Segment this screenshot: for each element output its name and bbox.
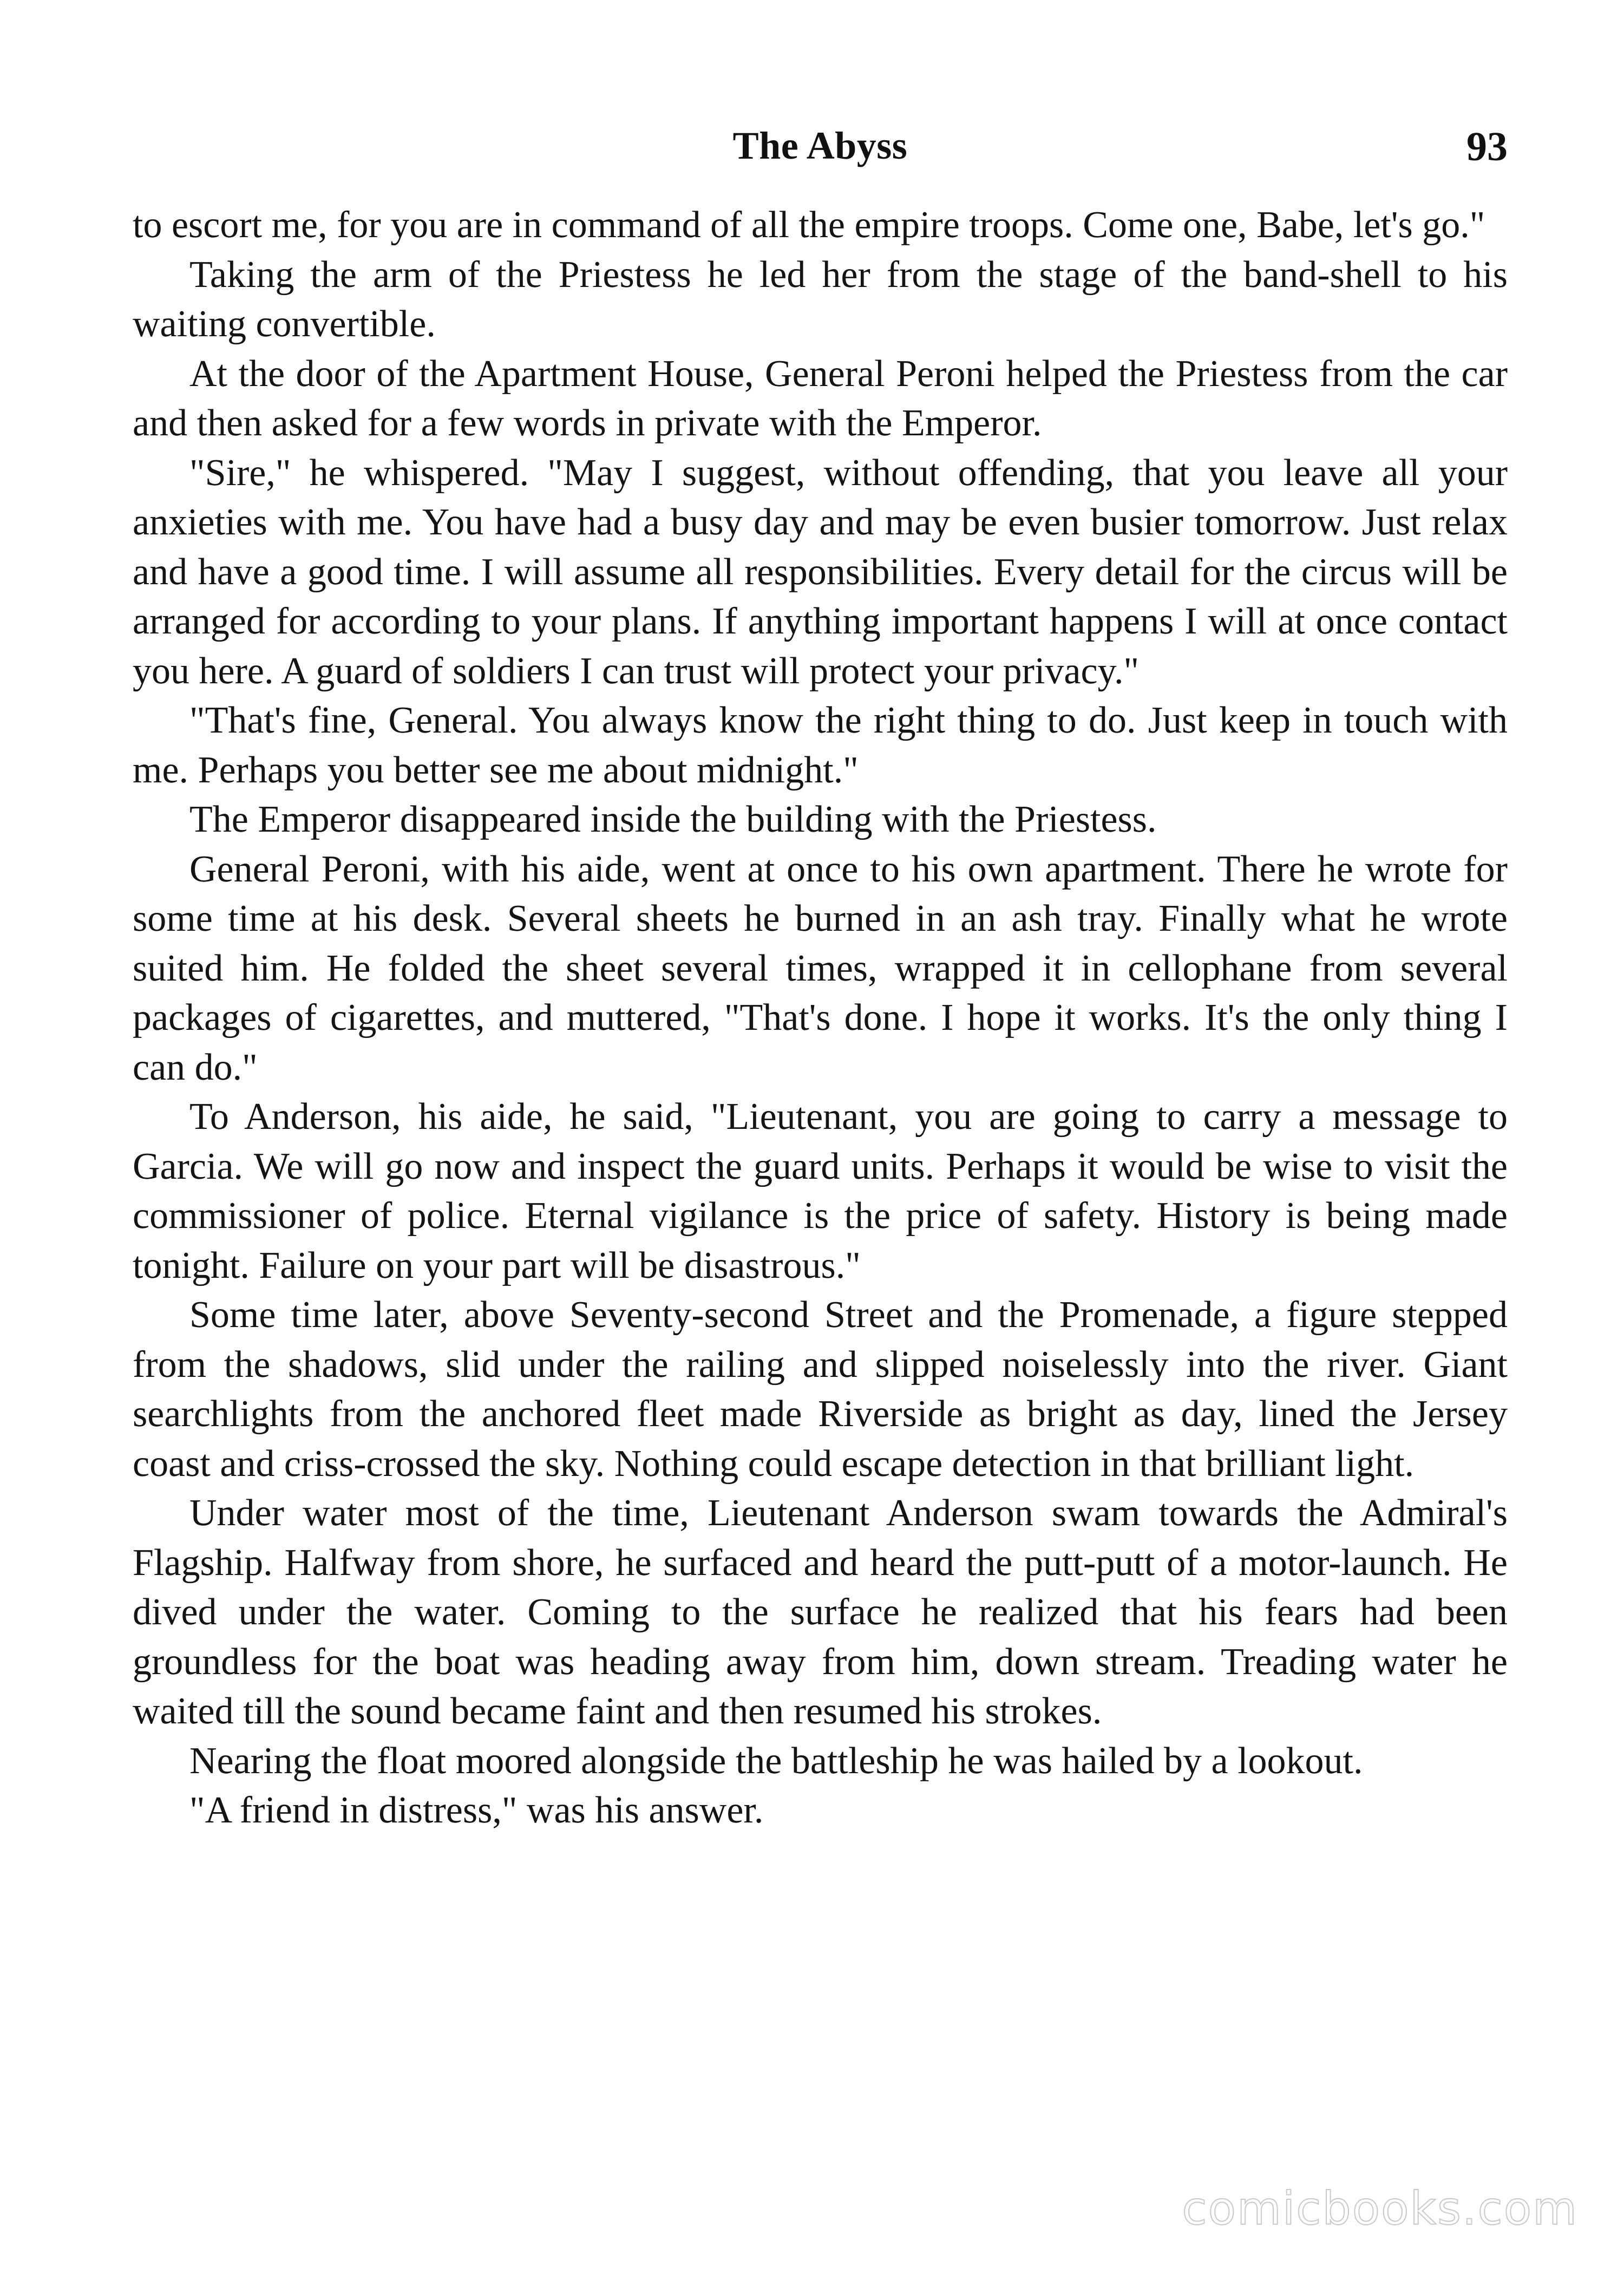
paragraph-9: Some time later, above Seventy-second Street and the Promenade, a figure stepped from the shadows, slid under the railing and slipped noiselessly into the river. Giant searchlights from the anchored fleet made Riverside as bright as day, lined the Jersey coast and criss-crossed the sky. Nothing could escape detection in that brilliant light. xyxy=(133,1294,1508,1485)
paragraph-7: General Peroni, with his aide, went at once to his own apartment. There he wrote for some time at his desk. Several sheets he burned in an ash tray. Finally what he wrote suited him. He folded the sheet several times, wrapped it in cellophane from several packages of cigarettes, and muttered, "That's done. I hope it works. It's the only thing I can do." xyxy=(133,848,1508,1088)
paragraph-2: Taking the arm of the Priestess he led her from the stage of the band-shell to his waiting convertible. xyxy=(133,253,1508,345)
watermark: comicbooks.com xyxy=(1182,2182,1578,2235)
paragraph-12: "A friend in distress," was his answer. xyxy=(189,1789,764,1831)
paragraph-5: "That's fine, General. You always know the right thing to do. Just keep in touch with me. Perhaps you better see me about midnight." xyxy=(133,700,1508,791)
paragraph-10: Under water most of the time, Lieutenant Anderson swam towards the Admiral's Flagship. Halfway from shore, he surfaced and heard the putt-putt of a motor-launch. He dived under the water. Coming to the surface he realized that his fears had been groundless for the boat was heading away from him, down stream. Treading water he waited till the sound became faint and then resumed his strokes. xyxy=(133,1492,1508,1732)
page-number: 93 xyxy=(1466,124,1508,169)
paragraph-8: To Anderson, his aide, he said, "Lieutenant, you are going to carry a message to Garcia. We will go now and inspect the guard units. Perhaps it would be wise to visit the commissioner of police. Eternal vigilance is the price of safety. History is being made tonight. Failure on your part will be disastrous." xyxy=(133,1096,1508,1286)
chapter-title: The Abyss xyxy=(732,124,908,167)
paragraph-11: Nearing the float moored alongside the battleship he was hailed by a lookout. xyxy=(189,1740,1363,1782)
body-text xyxy=(133,200,1508,1835)
paragraph-3: At the door of the Apartment House, General Peroni helped the Priestess from the car and then asked for a few words in private with the Emperor. xyxy=(133,352,1508,444)
running-head xyxy=(133,123,1508,183)
paragraph-6: The Emperor disappeared inside the building with the Priestess. xyxy=(189,799,1157,840)
paragraph-1: to escort me, for you are in command of all the empire troops. Come one, Babe, let's go." xyxy=(133,204,1485,246)
paragraph-4: "Sire," he whispered. "May I suggest, without offending, that you leave all your anxieties with me. You have had a busy day and may be even busier tomorrow. Just relax and have a good time. I will assume all responsibilities. Every detail for the circus will be arranged for according to your plans. If anything important happens I will at once contact you here. A guard of soldiers I can trust will protect your privacy." xyxy=(133,452,1508,692)
